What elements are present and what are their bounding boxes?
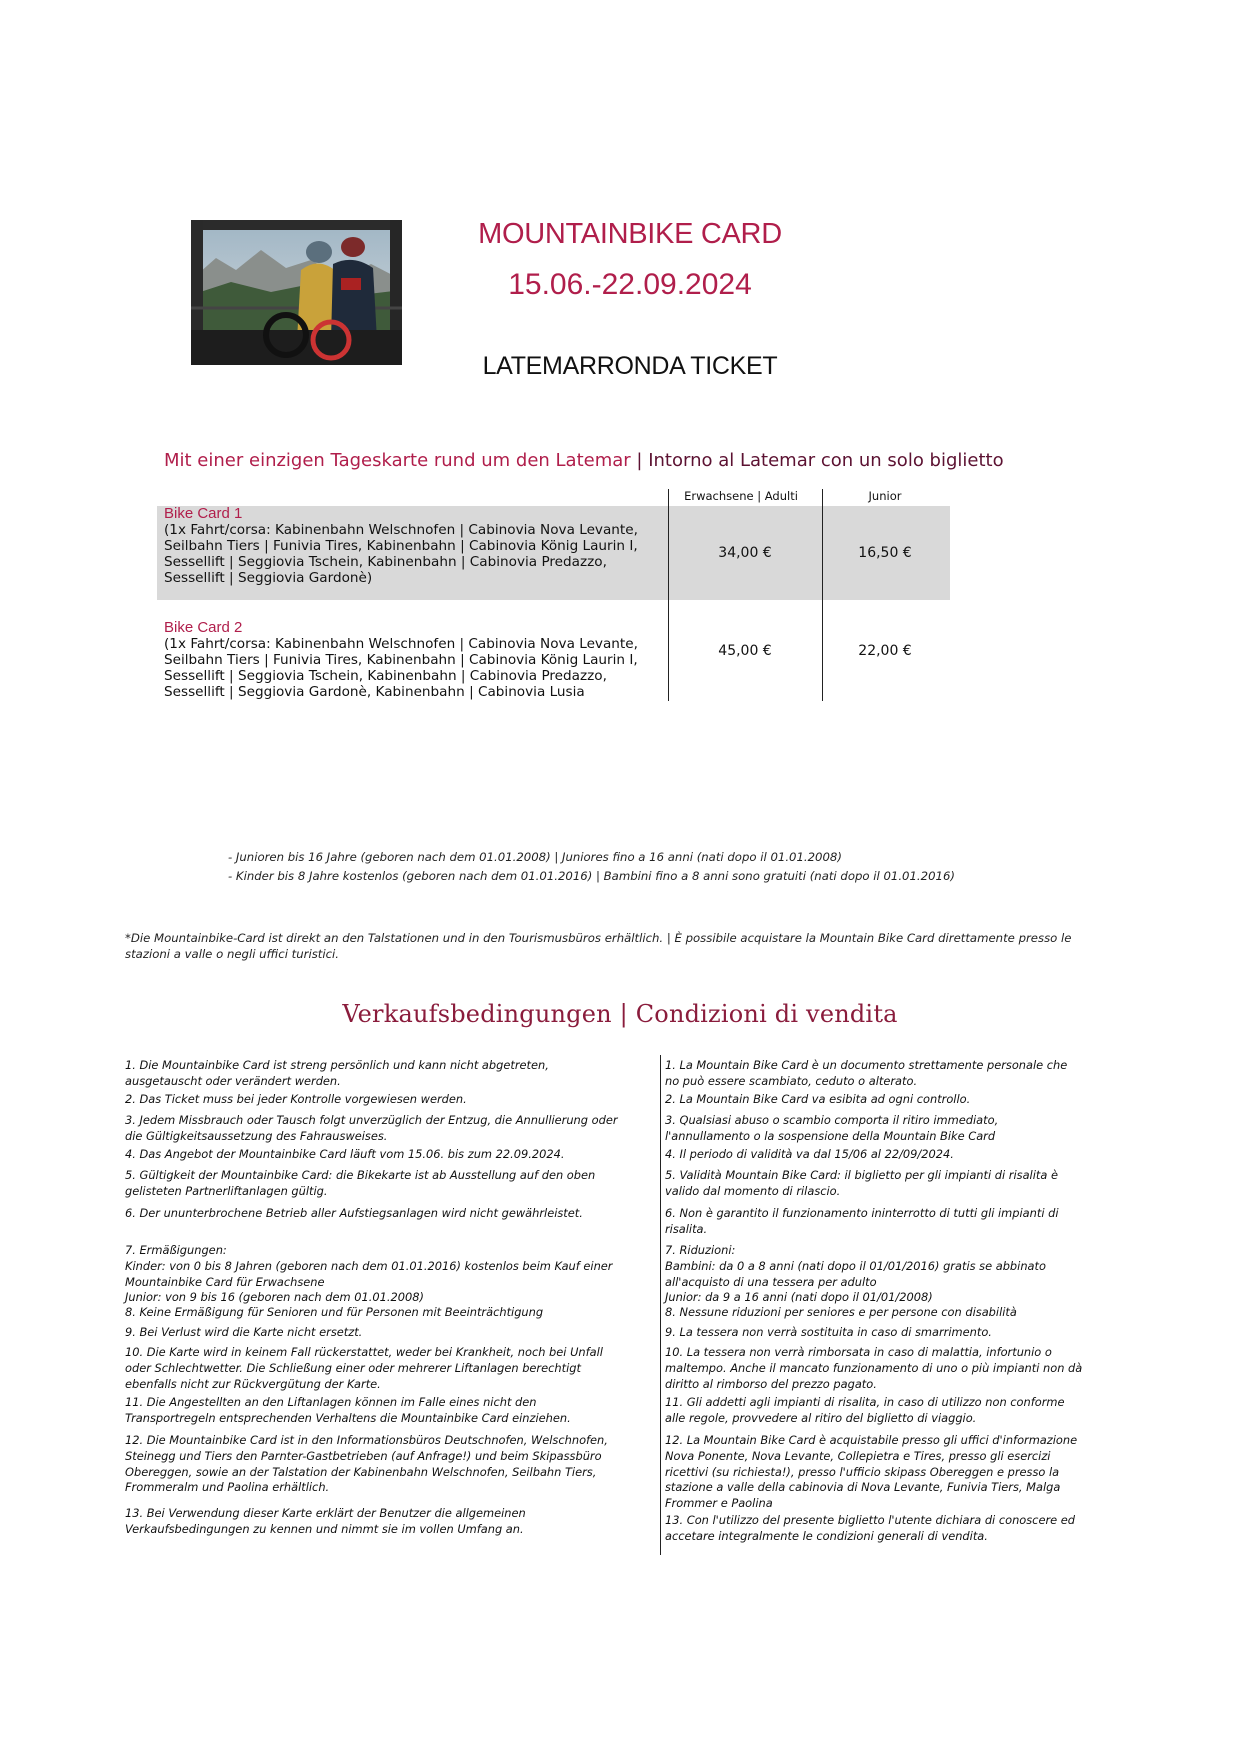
age-note-children: - Kinder bis 8 Jahre kostenlos (geboren nach dem 01.01.2016) | Bambini fino a 8 anni sono gratuiti (nati dopo il 01.01.2016)	[228, 869, 955, 883]
bike-card-2-description: (1x Fahrt/corsa: Kabinenbahn Welschnofen | Cabinovia Nova Levante, Seilbahn Tiers | Funivia Tires, Kabinenbahn | Cabinovia König Laurin I, Sessellift | Seggiovia Tschein, Kabinenbahn | Cabinovia Predazzo, Sessellift | Seggiovia Gardonè, Kabinenbahn | Cabinovia Lusia	[164, 636, 638, 700]
clause-it-1: 1. La Mountain Bike Card è un documento strettamente personale che no può essere scambiato, ceduto o alterato.	[665, 1058, 1068, 1088]
age-note-junior: - Junioren bis 16 Jahre (geboren nach dem 01.01.2008) | Juniores fino a 16 anni (nati dopo il 01.01.2008)	[228, 850, 842, 864]
clause-it-7: 7. Riduzioni: Bambini: da 0 a 8 anni (nati dopo il 01/01/2016) gratis se abbinato all'acquisto di una tessera per adulto Junior: da 9 a 16 anni (nati dopo il 01/01/2008)	[665, 1243, 1046, 1305]
clause-de-6: 6. Der ununterbrochene Betrieb aller Aufstiegsanlagen wird nicht gewährleistet.	[125, 1206, 583, 1220]
ticket-subtitle: LATEMARRONDA TICKET	[482, 352, 778, 380]
clause-it-8: 8. Nessune riduzioni per seniores e per persone con disabilità	[665, 1305, 1017, 1319]
conditions-title: Verkaufsbedingungen | Condizioni di vendita	[342, 1000, 898, 1028]
clause-de-5: 5. Gültigkeit der Mountainbike Card: die Bikekarte ist ab Ausstellung auf den oben gelisteten Partnerliftanlagen gültig.	[125, 1168, 596, 1198]
clause-de-13: 13. Bei Verwendung dieser Karte erklärt der Benutzer die allgemeinen Verkaufsbedingungen zu kennen und nimmt sie im vollen Umfang an.	[125, 1506, 526, 1536]
tagline-it: Intorno al Latemar con un solo biglietto	[648, 450, 1004, 471]
bike-card-1-junior-price: 16,50 €	[858, 545, 912, 561]
column-divider	[822, 489, 823, 701]
bike-card-1-name: Bike Card 1	[164, 505, 243, 522]
clause-it-2: 2. La Mountain Bike Card va esibita ad ogni controllo.	[665, 1092, 971, 1106]
bike-card-2-junior-price: 22,00 €	[858, 643, 912, 659]
bike-card-1-description: (1x Fahrt/corsa: Kabinenbahn Welschnofen | Cabinovia Nova Levante, Seilbahn Tiers | Funivia Tires, Kabinenbahn | Cabinovia König Laurin I, Sessellift | Seggiovia Tschein, Kabinenbahn | Cabinovia Predazzo, Sessellift | Seggiovia Gardonè)	[164, 522, 638, 586]
column-divider	[668, 489, 669, 701]
card-title: MOUNTAINBIKE CARD	[478, 218, 782, 250]
validity-dates: 15.06.-22.09.2024	[508, 268, 752, 301]
clause-it-12: 12. La Mountain Bike Card è acquistabile presso gli uffici d'informazione Nova Ponente, Nova Levante, Collepietra e Tires, presso gli esercizi ricettivi (su richiesta!), presso l'ufficio skipass Obereggen e presso la stazione a valle della cabinovia di Nova Levante, Funivia Tiers, Malga Frommer e Paolina	[665, 1433, 1078, 1511]
purchase-footnote: *Die Mountainbike-Card ist direkt an den Talstationen und in den Tourismusbüros erhältlich. | È possibile acquistare la Mountain Bike Card direttamente presso le stazioni a valle o negli uffici turistici.	[125, 931, 1072, 961]
clause-it-4: 4. Il periodo di validità va dal 15/06 al 22/09/2024.	[665, 1147, 954, 1161]
clause-de-3: 3. Jedem Missbrauch oder Tausch folgt unverzüglich der Entzug, die Annullierung oder die Gültigkeitsaussetzung des Fahrausweises.	[125, 1113, 618, 1143]
clause-de-11: 11. Die Angestellten an den Liftanlagen können im Falle eines nicht den Transportregeln entsprechenden Verhaltens die Mountainbike Card einziehen.	[125, 1395, 571, 1425]
table-row	[164, 619, 664, 700]
clause-it-10: 10. La tessera non verrà rimborsata in caso di malattia, infortunio o maltempo. Anche il mancato funzionamento di uno o più impianti non dà diritto al rimborso del prezzo pagato.	[665, 1345, 1083, 1391]
clause-de-2: 2. Das Ticket muss bei jeder Kontrolle vorgewiesen werden.	[125, 1092, 467, 1106]
clause-it-6: 6. Non è garantito il funzionamento ininterrotto di tutti gli impianti di risalita.	[665, 1206, 1059, 1236]
column-header-junior: Junior	[868, 489, 902, 503]
clause-de-12: 12. Die Mountainbike Card ist in den Informationsbüros Deutschnofen, Welschnofen, Steinegg und Tiers den Parnter-Gastbetrieben (auf Anfrage!) und beim Skipassbüro Obereggen, sowie an der Talstation der Kabinenbahn Welschnofen, Seilbahn Tiers, Frommeralm und Paolina erhältlich.	[125, 1433, 608, 1495]
tagline-de: Mit einer einzigen Tageskarte rund um den Latemar	[164, 450, 631, 471]
mountainbike-gondola-photo	[191, 220, 402, 365]
table-row	[164, 505, 664, 586]
tagline-separator: |	[630, 450, 649, 471]
clause-it-3: 3. Qualsiasi abuso o scambio comporta il ritiro immediato, l'annullamento o la sospensione della Mountain Bike Card	[665, 1113, 999, 1143]
bike-card-2-name: Bike Card 2	[164, 619, 243, 636]
conditions-divider	[660, 1055, 661, 1555]
clause-it-5: 5. Validità Mountain Bike Card: il biglietto per gli impianti di risalita è valido dal momento di rilascio.	[665, 1168, 1058, 1198]
clause-de-10: 10. Die Karte wird in keinem Fall rückerstattet, weder bei Krankheit, noch bei Unfall oder Schlechtwetter. Die Schließung einer oder mehrerer Liftanlagen berechtigt ebenfalls nicht zur Rückvergütung der Karte.	[125, 1345, 603, 1391]
clause-it-9: 9. La tessera non verrà sostituita in caso di smarrimento.	[665, 1325, 992, 1339]
clause-it-11: 11. Gli addetti agli impianti di risalita, in caso di utilizzo non conforme alle regole, provvedere al ritiro del biglietto di viaggio.	[665, 1395, 1065, 1425]
clause-de-8: 8. Keine Ermäßigung für Senioren und für Personen mit Beeinträchtigung	[125, 1305, 544, 1319]
clause-de-1: 1. Die Mountainbike Card ist streng persönlich und kann nicht abgetreten, ausgetauscht oder verändert werden.	[125, 1058, 549, 1088]
clause-de-9: 9. Bei Verlust wird die Karte nicht ersetzt.	[125, 1325, 363, 1339]
clause-it-13: 13. Con l'utilizzo del presente biglietto l'utente dichiara di conoscere ed accetare integralmente le condizioni generali di vendita.	[665, 1513, 1076, 1543]
column-header-adult: Erwachsene | Adulti	[684, 489, 798, 503]
clause-de-4: 4. Das Angebot der Mountainbike Card läuft vom 15.06. bis zum 22.09.2024.	[125, 1147, 565, 1161]
header-photo	[191, 220, 402, 365]
tagline	[164, 450, 1064, 471]
clause-de-7: 7. Ermäßigungen: Kinder: von 0 bis 8 Jahren (geboren nach dem 01.01.2016) kostenlos beim Kauf einer Mountainbike Card für Erwachsene Junior: von 9 bis 16 (geboren nach dem 01.01.2008)	[125, 1243, 613, 1305]
bike-card-1-adult-price: 34,00 €	[718, 545, 772, 561]
bike-card-2-adult-price: 45,00 €	[718, 643, 772, 659]
